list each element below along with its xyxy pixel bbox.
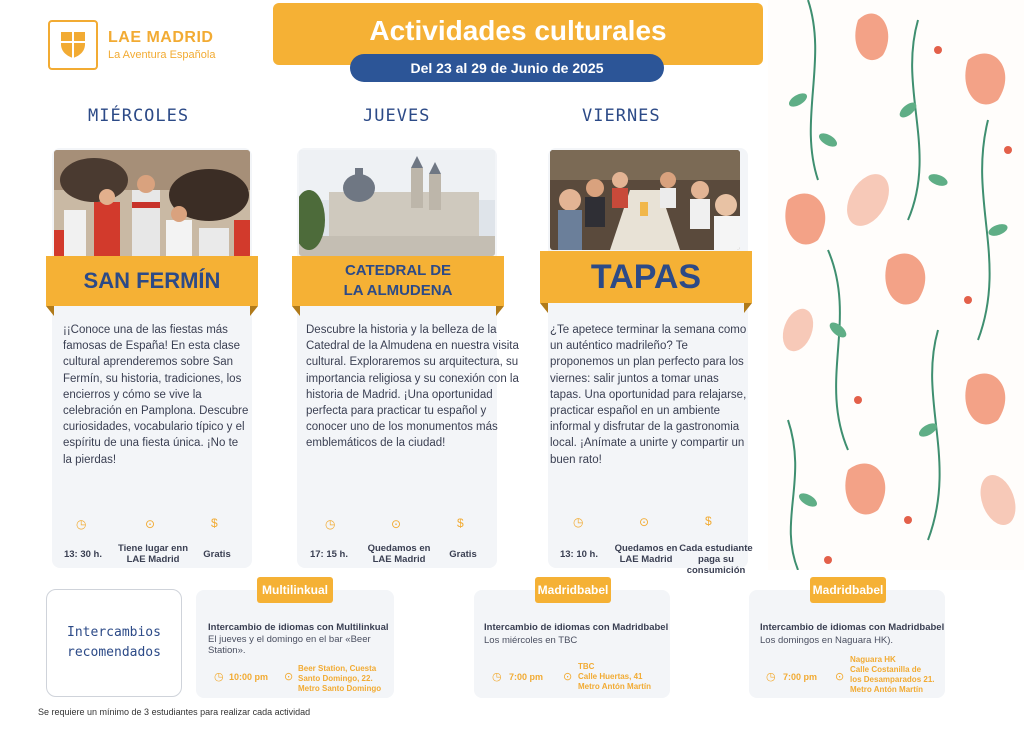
- exchange-place-line: los Desamparados 21.: [850, 675, 935, 684]
- location-pin-icon: ⊙: [145, 517, 156, 531]
- location-pin-icon: ⊙: [835, 671, 845, 683]
- activity-title-catedral: [292, 256, 504, 306]
- recommended-line: recomendados: [67, 645, 161, 660]
- catedral-photo: [299, 150, 495, 256]
- activity-price: Gratis: [449, 549, 477, 560]
- exchange-place-line: Beer Station, Cuesta: [298, 664, 377, 673]
- exchange-place-line: Metro Antón Martín: [850, 685, 924, 694]
- exchange-place-line: Calle Costanilla de: [850, 665, 922, 674]
- brand-tagline: La Aventura Española: [108, 49, 216, 61]
- clock-icon: ◷: [492, 671, 502, 683]
- activity-title-line: CATEDRAL DE: [344, 262, 452, 279]
- activity-description-tapas: ¿Te apetece terminar la semana como un auténtico madrileño? Te proponemos un plan perfecto para los viernes: salir juntos a tomar unas tapas. Una oportunidad para relajarse, practicar español en un ambiente informal y disfrutar de la gastronomia local. ¡Anímate a unirte y compartir un buen rato!: [550, 324, 747, 466]
- exchange-time: 10:00 pm: [229, 672, 269, 682]
- location-pin-icon: ⊙: [284, 671, 294, 683]
- banner-fold-right: [496, 306, 504, 316]
- banner-fold-left: [292, 306, 300, 316]
- activity-title-tapas: TAPAS: [540, 251, 752, 303]
- location-pin-icon: ⊙: [639, 515, 650, 529]
- day-label-wednesday: MIÉRCOLES: [88, 106, 190, 126]
- san-fermin-photo: [54, 150, 250, 258]
- banner-fold-left: [540, 303, 548, 313]
- clock-icon: ◷: [214, 671, 224, 683]
- tapas-photo: [550, 150, 740, 250]
- location-pin-icon: ⊙: [391, 517, 402, 531]
- dollar-icon: $: [457, 516, 464, 530]
- exchange-place-line: Metro Antón Martín: [578, 682, 652, 691]
- exchange-title: Intercambio de idiomas con Madridbabel: [484, 622, 669, 633]
- location-pin-icon: ⊙: [563, 671, 573, 683]
- exchange-description: Los domingos en Naguara HK).: [760, 635, 894, 646]
- clock-icon: ◷: [573, 515, 584, 529]
- activity-time: 17: 15 h.: [309, 549, 349, 560]
- exchange-place-line: Metro Santo Domingo: [298, 684, 382, 693]
- date-range: Del 23 al 29 de Junio de 2025: [350, 54, 664, 82]
- exchange-place: [298, 664, 394, 694]
- activity-time: 13: 10 h.: [559, 549, 599, 560]
- activity-price: Cada estudiante paga su consumición: [679, 543, 753, 576]
- recommended-exchanges-label: [46, 589, 182, 697]
- exchange-tag: Madridbabel: [810, 577, 886, 603]
- footnote: Se requiere un mínimo de 3 estudiantes para realizar cada actividad: [38, 707, 311, 717]
- activity-place: Tiene lugar enn LAE Madrid: [117, 543, 189, 565]
- activity-title-line: LA ALMUDENA: [343, 282, 453, 299]
- banner-fold-right: [744, 303, 752, 313]
- exchange-place-line: Calle Huertas, 41: [578, 672, 643, 681]
- page-title: Actividades culturales: [369, 15, 667, 46]
- floral-decoration: [768, 0, 1024, 570]
- exchange-time: 7:00 pm: [783, 672, 818, 682]
- exchange-tag: Multilinkual: [257, 577, 333, 603]
- activity-price: Gratis: [203, 549, 231, 560]
- recommended-line: Intercambios: [67, 625, 161, 640]
- day-label-friday: VIERNES: [582, 106, 661, 126]
- dollar-icon: $: [705, 514, 712, 528]
- exchange-tag: Madridbabel: [535, 577, 611, 603]
- dollar-icon: $: [211, 516, 218, 530]
- exchange-place-line: Santo Domingo, 22.: [298, 674, 373, 683]
- shield-logo-icon: [48, 20, 98, 70]
- exchange-time: 7:00 pm: [509, 672, 544, 682]
- exchange-title: Intercambio de idiomas con Madridbabel: [760, 622, 945, 633]
- exchange-place: [578, 662, 668, 692]
- brand-name: LAE MADRID: [108, 29, 214, 46]
- brand-logo: [48, 20, 215, 70]
- clock-icon: ◷: [76, 517, 87, 531]
- exchange-place-line: Naguara HK: [850, 655, 896, 664]
- activity-place: Quedamos en LAE Madrid: [614, 543, 678, 565]
- banner-fold-left: [46, 306, 54, 316]
- activity-description-san-fermin: ¡¡Conoce una de las fiestas más famosas de España! En esta clase cultural aprenderemos sobre San Fermín, su historia, tradiciones, los encierros y cómo se vive la celebración en Pamplona. Descubre curiosidades, vocabulario típico y el espíritu de una fiesta única. ¡No te la pierdas!: [63, 324, 249, 466]
- exchange-title: Intercambio de idiomas con Multilinkual: [208, 622, 389, 633]
- exchange-place: [850, 655, 944, 695]
- banner-fold-right: [250, 306, 258, 316]
- activity-title-san-fermin: SAN FERMÍN: [46, 256, 258, 306]
- day-label-thursday: JUEVES: [363, 106, 431, 126]
- activity-description-catedral: Descubre la historia y la belleza de la Catedral de la Almudena en nuestra visita cultural. Exploraremos su arquitectura, su importancia religiosa y su conexión con la historia de Madrid. ¡Una oportunidad perfecta para practicar tu español y conocer uno de los monumentos más emblemáticos de la ciudad!: [306, 324, 519, 450]
- activity-place: Quedamos en LAE Madrid: [367, 543, 431, 565]
- clock-icon: ◷: [766, 671, 776, 683]
- exchange-description: Los miércoles en TBC: [484, 635, 578, 646]
- exchange-place-line: TBC: [578, 662, 595, 671]
- clock-icon: ◷: [325, 517, 336, 531]
- exchange-description: El jueves y el domingo en el bar «Beer Station».: [208, 634, 371, 656]
- activity-time: 13: 30 h.: [63, 549, 103, 560]
